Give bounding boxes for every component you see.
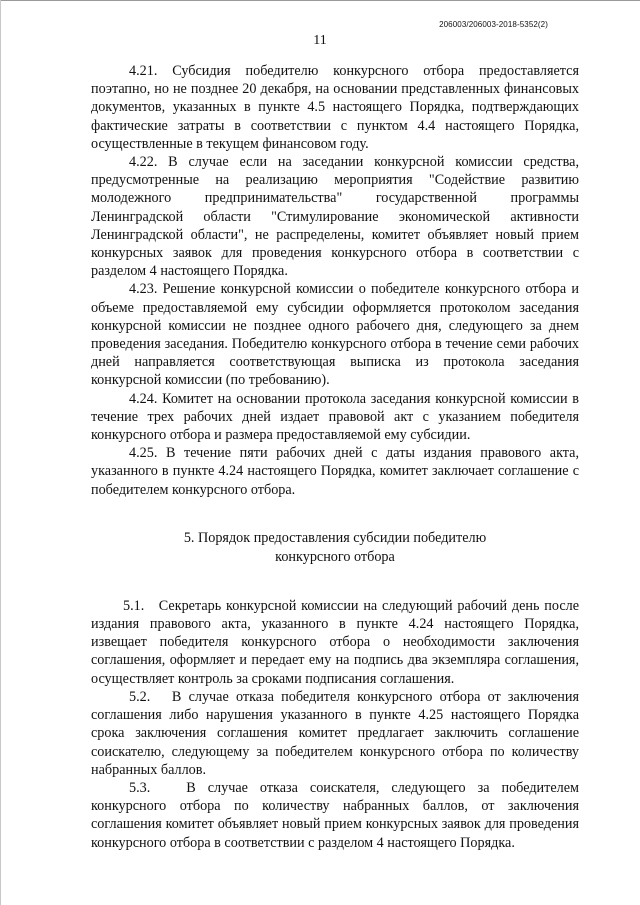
paragraph-4-23: 4.23. Решение конкурсной комиссии о победителе конкурсного отбора и объеме предоставляемой ему субсидии оформляется протоколом заседания конкурсной комиссии не позднее одного рабочего дня, следующего за днем проведения заседания. Победителю конкурсного отбора в течение семи рабочих дней направляется соответствующая выписка из протокола заседания конкурсной комиссии (по требованию).	[91, 281, 579, 389]
paragraph-4-22: 4.22. В случае если на заседании конкурсной комиссии средства, предусмотренные на реализацию мероприятия "Содействие развитию молодежного предпринимательства" государственной программы Ленинградской области "Стимулирование экономической активности Ленинградской области", не распределены, комитет объявляет новый прием конкурсных заявок для проведения конкурсного отбора в соответствии с разделом 4 настоящего Порядка.	[91, 154, 579, 280]
document-body	[91, 62, 583, 852]
paragraph-5-3: 5.3. В случае отказа соискателя, следующего за победителем конкурсного отбора по количеству набранных баллов, от заключения соглашения комитет объявляет новый прием конкурсных заявок для проведения конкурсного отбора в соответствии с разделом 4 настоящего Порядка.	[91, 779, 583, 851]
paragraph-4-24: 4.24. Комитет на основании протокола заседания конкурсной комиссии в течение трех рабочих дней издает правовой акт с указанием победителя конкурсного отбора и размера предоставляемой ему субсидии.	[91, 390, 579, 444]
section-heading-line-2: конкурсного отбора	[275, 548, 395, 565]
paragraph-5-1: 5.1. Секретарь конкурсной комиссии на следующий рабочий день после издания правового акта, указанного в пункте 4.24 настоящего Порядка, извещает победителя конкурсного отбора о необходимости заключения соглашения, оформляет и передает ему на подпись два экземпляра соглашения, осуществляет контроль за сроками подписания соглашения.	[91, 597, 583, 687]
document-id: 206003/206003-2018-5352(2)	[439, 20, 548, 29]
scan-edge-top	[0, 0, 640, 1]
section-heading-line-1: 5. Порядок предоставления субсидии победителю	[183, 529, 487, 546]
paragraph-4-21: 4.21. Субсидия победителю конкурсного отбора предоставляется поэтапно, но не позднее 20 декабря, на основании представленных финансовых документов, указанных в пункте 4.5 настоящего Порядка, подтверждающих фактические затраты в соответствии с пунктом 4.4 настоящего Порядка, осуществленные в текущем финансовом году.	[91, 63, 579, 152]
paragraph-4-25: 4.25. В течение пяти рабочих дней с даты издания правового акта, указанного в пункте 4.24 настоящего Порядка, комитет заключает соглашение с победителем конкурсного отбора.	[91, 445, 579, 498]
section-heading	[91, 529, 579, 567]
paragraph-5-2: 5.2. В случае отказа победителя конкурсного отбора от заключения соглашения либо нарушения указанного в пункте 4.25 настоящего Порядка срока заключения соглашения комитет предлагает заключить соглашение соискателю, следующему за победителем конкурсного отбора по количеству набранных баллов.	[91, 688, 583, 778]
scan-edge-left	[0, 0, 1, 905]
page-number: 11	[313, 33, 327, 48]
